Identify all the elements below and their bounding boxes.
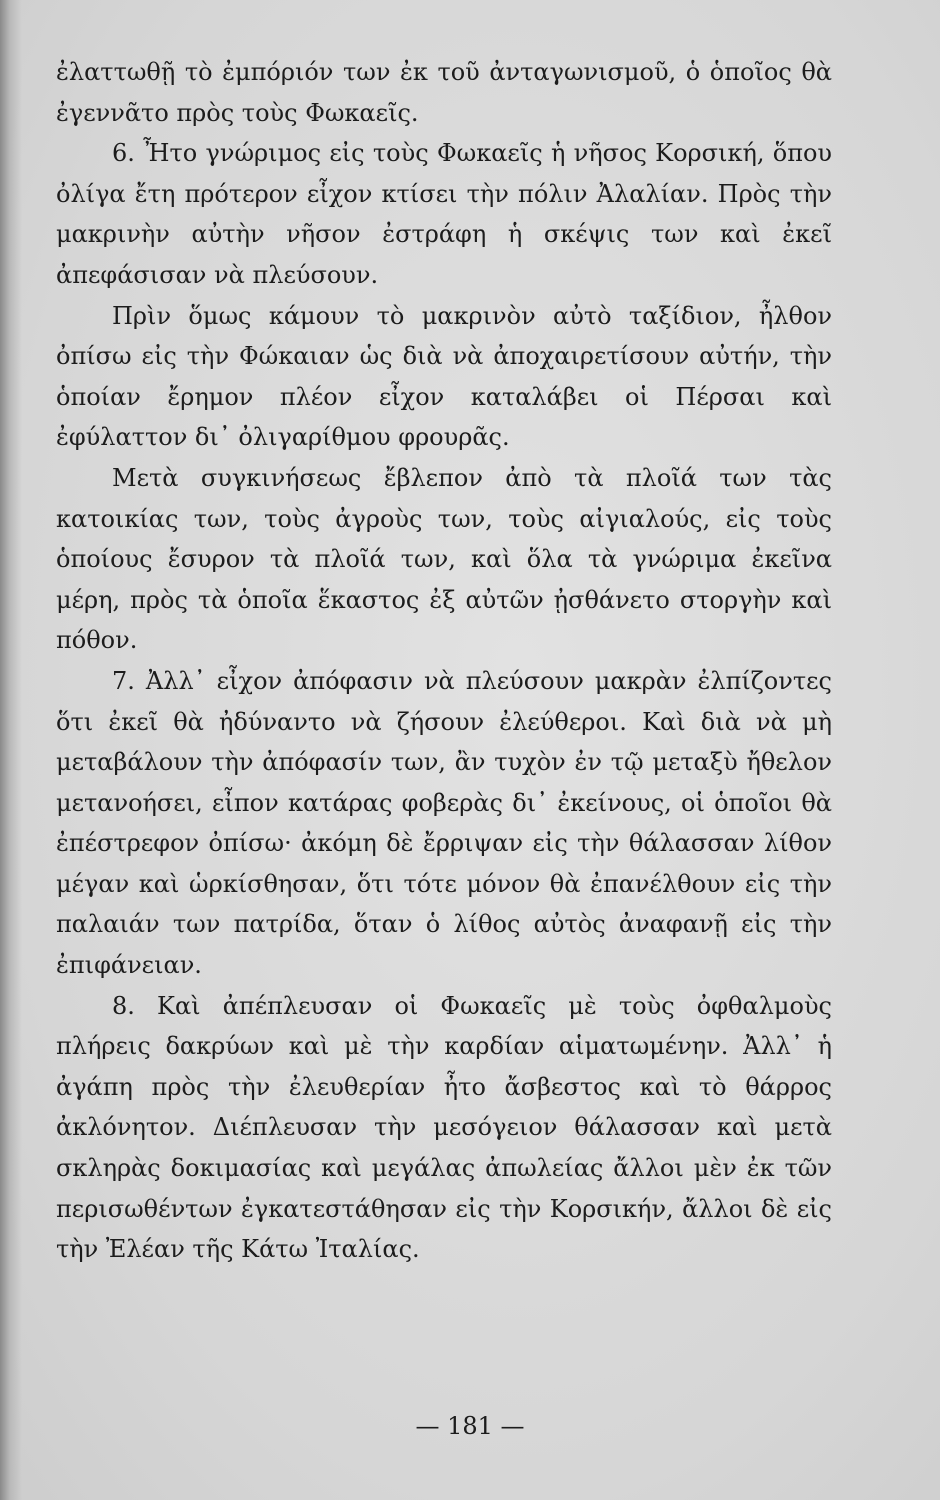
paragraph-meta: Μετὰ συγκινήσεως ἔβλεπον ἀπὸ τὰ πλοῖά των τὰς κατοικίας των, τοὺς ἀγροὺς των, τοὺς αἰγιαλούς, εἰς τοὺς ὁποίους ἔσυρον τὰ πλοῖά των, καὶ ὅλα τὰ γνώριμα ἐκεῖνα μέρη, πρὸς τὰ ὁποῖα ἕκαστος ἐξ αὐτῶν ᾐσθάνετο στοργὴν καὶ πόθον.	[56, 463, 832, 655]
paragraph-6: 6. Ἦτο γνώριμος εἰς τοὺς Φωκαεῖς ἡ νῆσος Κορσική, ὅπου ὀλίγα ἔτη πρότερον εἶχον κτίσει τὴν πόλιν Ἀλαλίαν. Πρὸς τὴν μακρινὴν αὐτὴν νῆσον ἐστράφη ἡ σκέψις των καὶ ἐκεῖ ἀπεφάσισαν νὰ πλεύσουν.	[56, 139, 832, 289]
paragraph-8: 8. Καὶ ἀπέπλευσαν οἱ Φωκαεῖς μὲ τοὺς ὀφθαλμοὺς πλήρεις δακρύων καὶ μὲ τὴν καρδίαν αἱματωμένην. Ἀλλ᾽ ἡ ἀγάπη πρὸς τὴν ἐλευθερίαν ἦτο ἄσβεστος καὶ τὸ θάρρος ἀκλόνητον. Διέπλευσαν τὴν μεσόγειον θάλασσαν καὶ μετὰ σκληρὰς δοκιμασίας καὶ μεγάλας ἀπωλείας ἄλλοι μὲν ἐκ τῶν περισωθέντων ἐγκατεστάθησαν εἰς τὴν Κορσικήν, ἄλλοι δὲ εἰς τὴν Ἐλέαν τῆς Κάτω Ἰταλίας.	[56, 991, 832, 1264]
binding-shadow	[0, 0, 22, 1500]
paragraph-7: 7. Ἀλλ᾽ εἶχον ἀπόφασιν νὰ πλεύσουν μακρὰν ἐλπίζοντες ὅτι ἐκεῖ θὰ ἠδύναντο νὰ ζήσουν ἐλεύθεροι. Καὶ διὰ νὰ μὴ μεταβάλουν τὴν ἀπόφασίν των, ἂν τυχὸν ἐν τῷ μεταξὺ ἤθελον μετανοήσει, εἶπον κατάρας φοβερὰς δι᾽ ἐκείνους, οἱ ὁποῖοι θὰ ἐπέστρεφον ὀπίσω· ἀκόμη δὲ ἔρριψαν εἰς τὴν θάλασσαν λίθον μέγαν καὶ ὡρκίσθησαν, ὅτι τότε μόνον θὰ ἐπανέλθουν εἰς τὴν παλαιάν των πατρίδα, ὅταν ὁ λίθος αὐτὸς ἀναφανῇ εἰς τὴν ἐπιφάνειαν.	[56, 666, 832, 980]
page-number: — 181 —	[415, 1412, 525, 1440]
body-text	[56, 52, 832, 1270]
paragraph-prin: Πρὶν ὅμως κάμουν τὸ μακρινὸν αὐτὸ ταξίδιον, ἦλθον ὀπίσω εἰς τὴν Φώκαιαν ὡς διὰ νὰ ἀποχαιρετίσουν αὐτήν, τὴν ὁποίαν ἔρημον πλέον εἶχον καταλάβει οἱ Πέρσαι καὶ ἐφύλαττον δι᾽ ὀλιγαρίθμου φρουρᾶς.	[56, 301, 832, 452]
paragraph-continuation: ἐλαττωθῇ τὸ ἐμπόριόν των ἐκ τοῦ ἀνταγωνισμοῦ, ὁ ὁποῖος θὰ ἐγεννᾶτο πρὸς τοὺς Φωκαεῖς.	[56, 58, 832, 127]
